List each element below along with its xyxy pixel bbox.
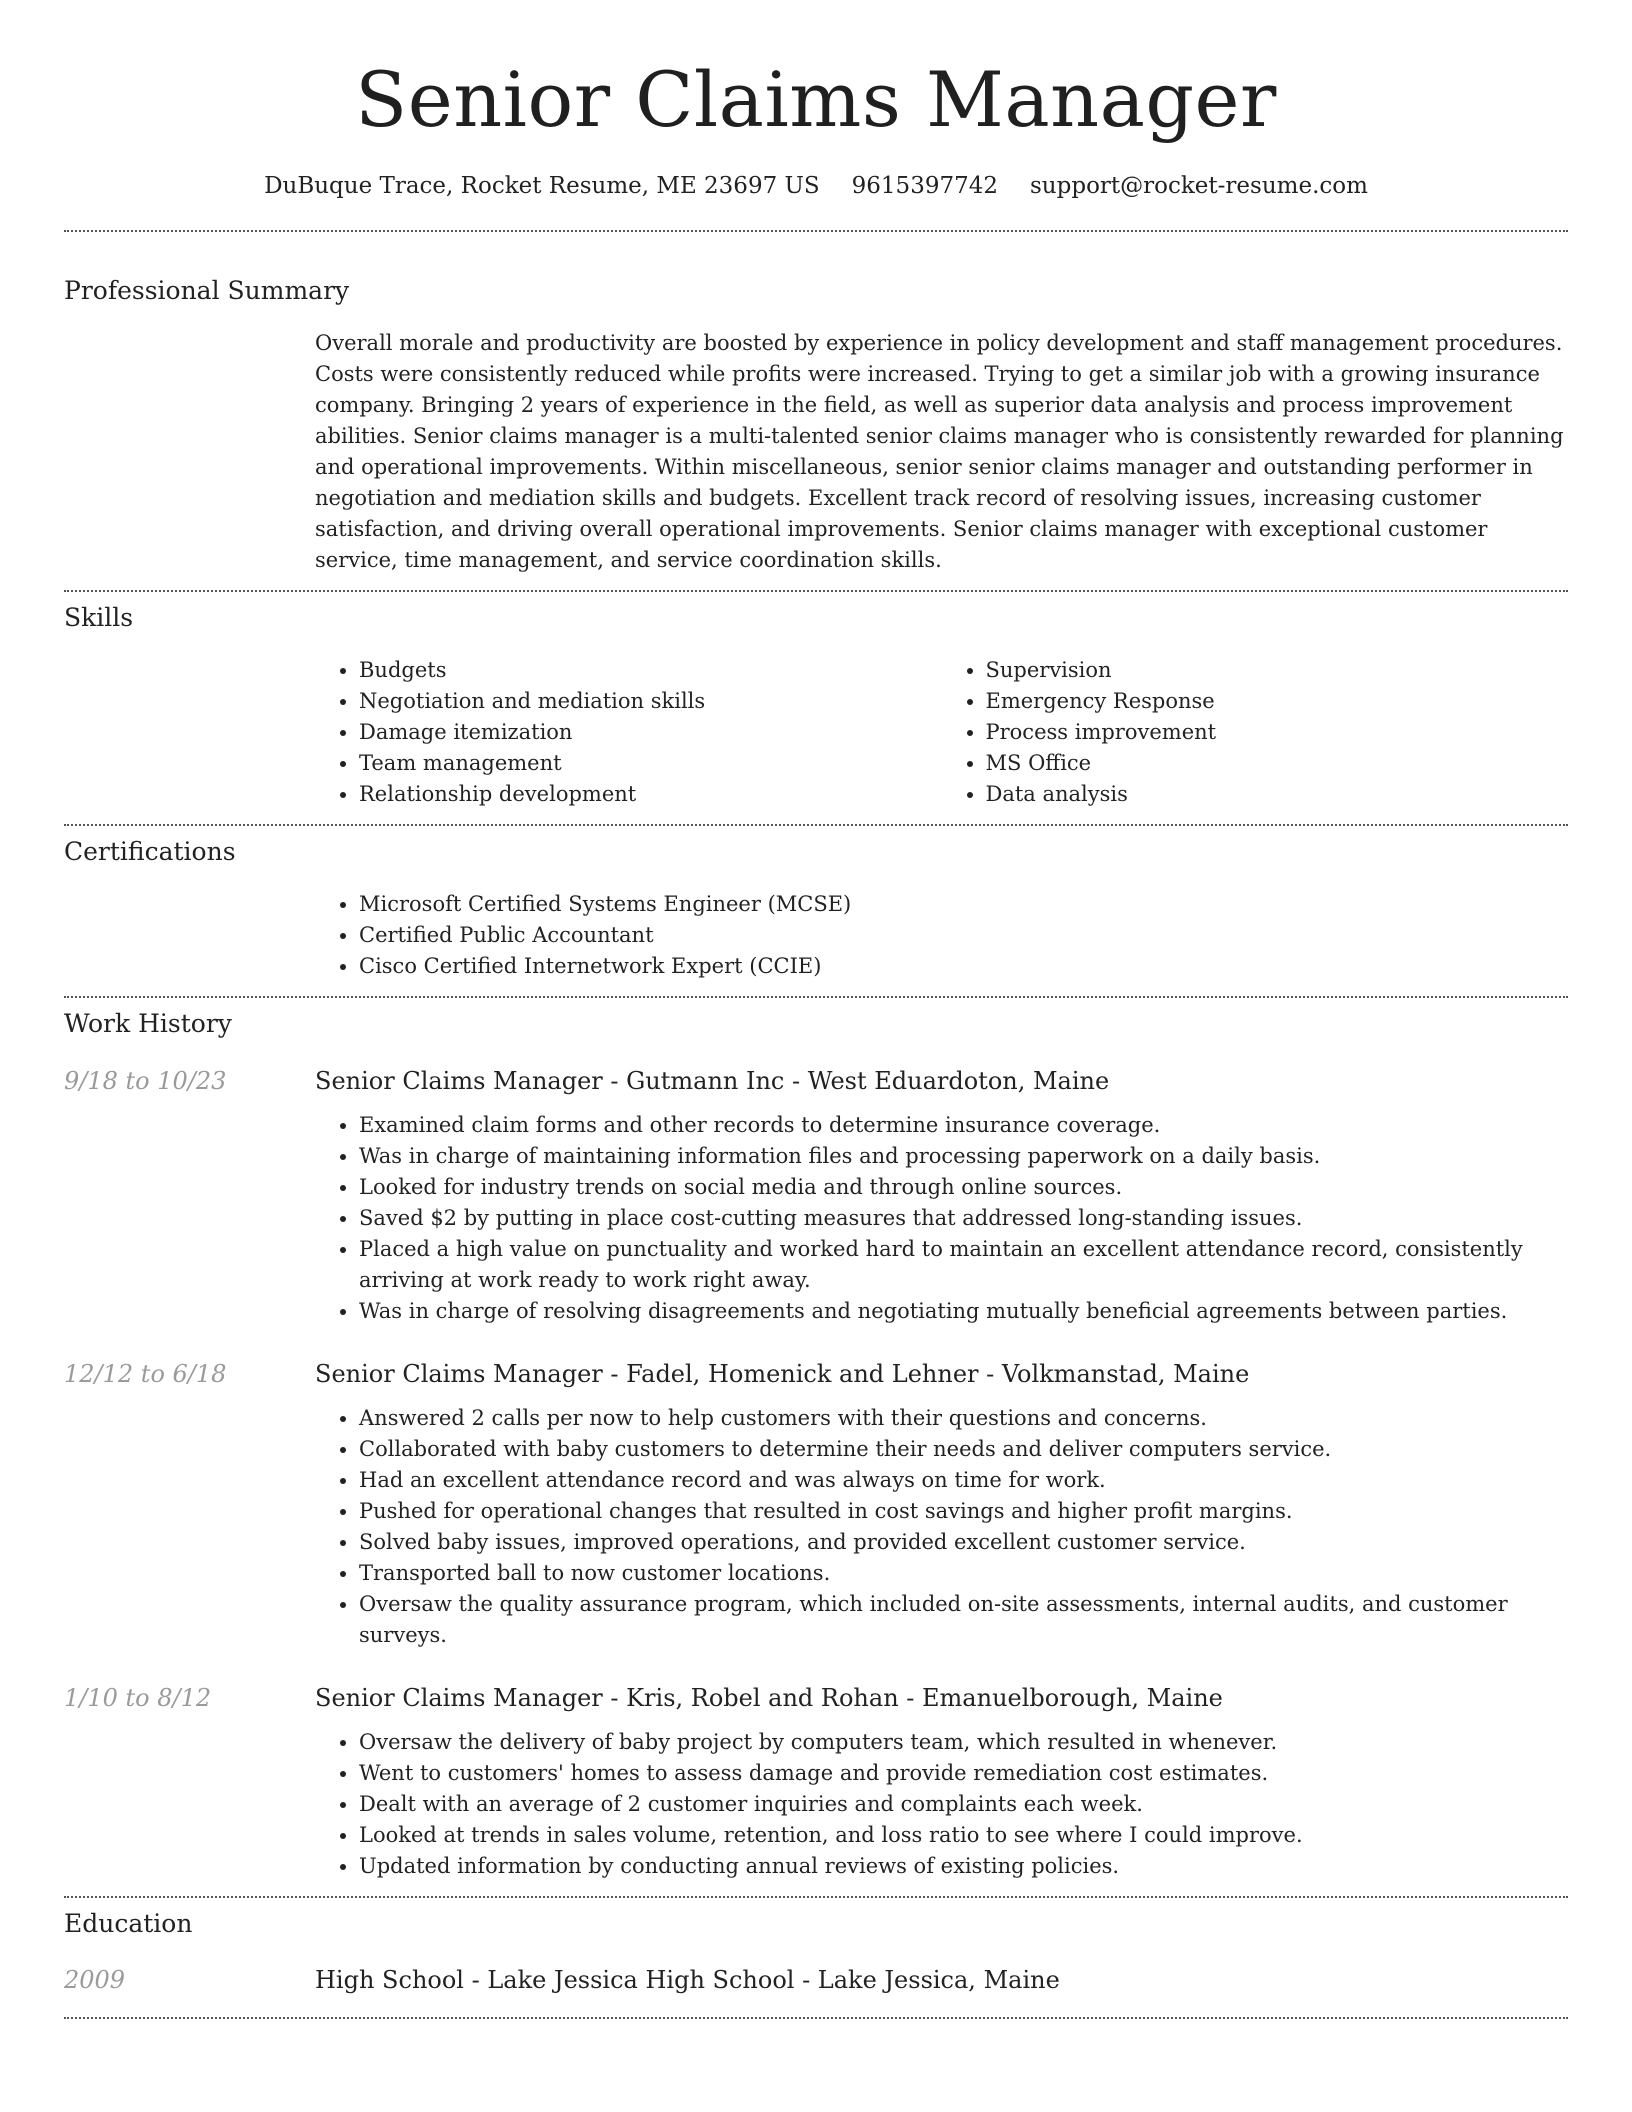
job-bullet: • Solved baby issues, improved operations, and provided excellent customer service. — [359, 1527, 1568, 1558]
job-bullet: • Was in charge of resolving disagreements and negotiating mutually beneficial agreements between parties. — [359, 1296, 1568, 1327]
job-bullet: • Went to customers' homes to assess damage and provide remediation cost estimates. — [359, 1758, 1568, 1789]
skills-heading: Skills — [64, 603, 134, 632]
job-bullet: • Answered 2 calls per now to help customers with their questions and concerns. — [359, 1403, 1568, 1434]
work-history-heading: Work History — [64, 1009, 232, 1038]
skills-list-left — [315, 655, 942, 810]
job-bullet: • Looked at trends in sales volume, retention, and loss ratio to see where I could improve. — [359, 1820, 1568, 1851]
section-divider — [64, 230, 1568, 232]
skill-item: • MS Office — [986, 748, 1569, 779]
job-entry — [64, 1681, 1568, 1882]
skill-item: • Relationship development — [359, 779, 942, 810]
contact-email: support@rocket-resume.com — [1030, 173, 1368, 199]
job-bullet: • Transported ball to now customer locations. — [359, 1558, 1568, 1589]
skill-item: • Data analysis — [986, 779, 1569, 810]
job-bullet: • Saved $2 by putting in place cost-cutting measures that addressed long-standing issues. — [359, 1203, 1568, 1234]
job-header — [64, 1064, 1568, 1098]
contact-address: DuBuque Trace, Rocket Resume, ME 23697 US — [264, 173, 820, 199]
job-bullet: • Collaborated with baby customers to determine their needs and deliver computers service. — [359, 1434, 1568, 1465]
section-divider — [64, 1896, 1568, 1898]
education-section — [64, 1907, 1568, 1997]
job-bullet: • Updated information by conducting annual reviews of existing policies. — [359, 1851, 1568, 1882]
contact-line — [64, 170, 1568, 202]
job-bullets-wrap — [315, 1403, 1568, 1651]
skill-item: • Team management — [359, 748, 942, 779]
contact-phone: 9615397742 — [851, 173, 998, 199]
certification-item: • Cisco Certified Internetwork Expert (CCIE) — [359, 951, 1568, 982]
job-bullet: • Looked for industry trends on social media and through online sources. — [359, 1172, 1568, 1203]
job-bullets-wrap — [315, 1110, 1568, 1327]
section-divider — [64, 824, 1568, 826]
job-bullets — [315, 1727, 1568, 1882]
skill-item: • Process improvement — [986, 717, 1569, 748]
job-bullets — [315, 1403, 1568, 1651]
section-divider — [64, 2017, 1568, 2019]
education-detail: High School - Lake Jessica High School - Lake Jessica, Maine — [315, 1966, 1060, 1994]
job-bullet: • Was in charge of maintaining information files and processing paperwork on a daily basis. — [359, 1141, 1568, 1172]
section-divider — [64, 590, 1568, 592]
job-bullet: • Examined claim forms and other records to determine insurance coverage. — [359, 1110, 1568, 1141]
job-bullet: • Pushed for operational changes that resulted in cost savings and higher profit margins. — [359, 1496, 1568, 1527]
job-header — [64, 1681, 1568, 1715]
certifications-list-wrap — [315, 889, 1568, 982]
work-history-section — [64, 1007, 1568, 1882]
certifications-list — [315, 889, 1568, 982]
job-bullets-wrap — [315, 1727, 1568, 1882]
certification-item: • Certified Public Accountant — [359, 920, 1568, 951]
certifications-heading: Certifications — [64, 837, 236, 866]
job-title: Senior Claims Manager - Gutmann Inc - West Eduardoton, Maine — [315, 1067, 1110, 1095]
certifications-section — [64, 835, 1568, 982]
job-bullet: • Placed a high value on punctuality and worked hard to maintain an excellent attendance record, consistently arriving at work ready to work right away. — [359, 1234, 1568, 1296]
job-bullet: • Oversaw the quality assurance program, which included on-site assessments, internal audits, and customer surveys. — [359, 1589, 1568, 1651]
skills-list-right — [942, 655, 1569, 810]
job-title: Senior Claims Manager - Kris, Robel and Rohan - Emanuelborough, Maine — [315, 1684, 1223, 1712]
job-entry — [64, 1357, 1568, 1651]
skills-section — [64, 601, 1568, 810]
resume-page — [64, 0, 1568, 2019]
job-title: Senior Claims Manager - Fadel, Homenick and Lehner - Volkmanstad, Maine — [315, 1360, 1250, 1388]
skill-item: • Damage itemization — [359, 717, 942, 748]
job-dates: 9/18 to 10/23 — [64, 1067, 227, 1095]
summary-heading: Professional Summary — [64, 276, 350, 305]
skill-item: • Budgets — [359, 655, 942, 686]
skill-item: • Negotiation and mediation skills — [359, 686, 942, 717]
job-entry — [64, 1064, 1568, 1327]
certification-item: • Microsoft Certified Systems Engineer (MCSE) — [359, 889, 1568, 920]
job-bullets — [315, 1110, 1568, 1327]
education-year: 2009 — [64, 1966, 126, 1994]
resume-header — [64, 0, 1568, 202]
job-bullet: • Oversaw the delivery of baby project by computers team, which resulted in whenever. — [359, 1727, 1568, 1758]
job-dates: 1/10 to 8/12 — [64, 1684, 212, 1712]
skill-item: • Emergency Response — [986, 686, 1569, 717]
job-dates: 12/12 to 6/18 — [64, 1360, 227, 1388]
section-divider — [64, 996, 1568, 998]
candidate-name: Senior Claims Manager — [355, 55, 1277, 144]
education-entry — [64, 1963, 1568, 1997]
education-heading: Education — [64, 1909, 193, 1938]
job-bullet: • Had an excellent attendance record and was always on time for work. — [359, 1465, 1568, 1496]
job-header — [64, 1357, 1568, 1391]
skills-grid — [315, 655, 1568, 810]
skill-item: • Supervision — [986, 655, 1569, 686]
summary-text: Overall morale and productivity are boosted by experience in policy development and staff management procedures. Costs were consistently reduced while profits were increased. Trying to get a similar job with a growing insurance company. Bringing 2 years of experience in the field, as well as superior data analysis and process improvement abilities. Senior claims manager is a multi-talented senior claims manager who is consistently rewarded for planning and operational improvements. Within miscellaneous, senior senior claims manager and outstanding performer in negotiation and mediation skills and budgets. Excellent track record of resolving issues, increasing customer satisfaction, and driving overall operational improvements. Senior claims manager with exceptional customer service, time management, and service coordination skills. — [315, 331, 1564, 572]
job-bullet: • Dealt with an average of 2 customer inquiries and complaints each week. — [359, 1789, 1568, 1820]
summary-section — [64, 274, 1568, 576]
